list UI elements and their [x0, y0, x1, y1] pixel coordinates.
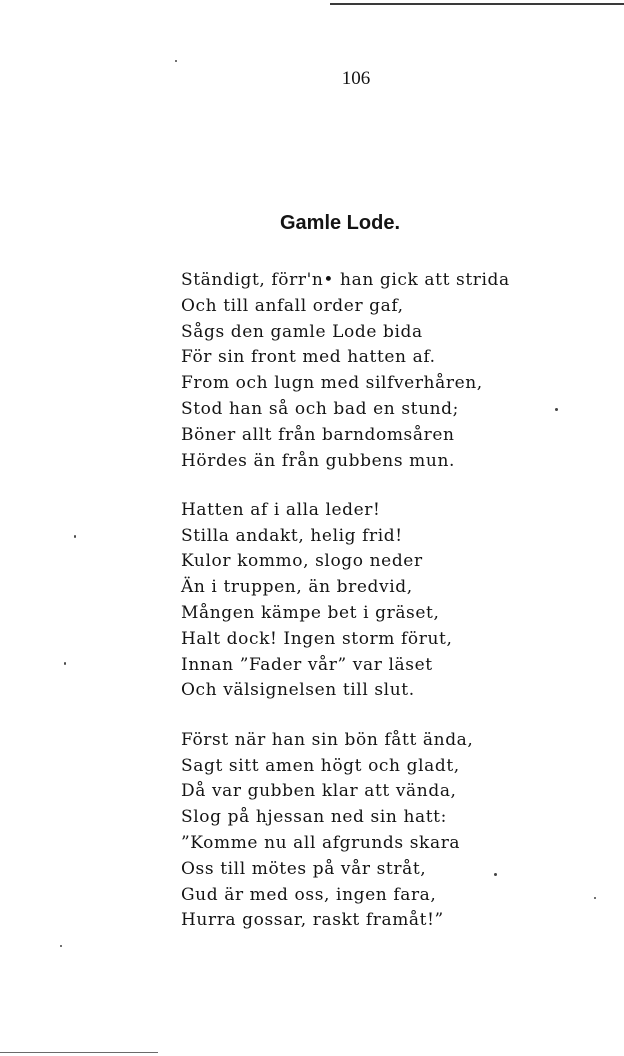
- verse-line: Sågs den gamle Lode bida: [181, 321, 423, 342]
- scan-speck: [594, 897, 596, 899]
- verse-line: Först när han sin bön fått ända,: [181, 729, 474, 750]
- verse-line: Gud är med oss, ingen fara,: [181, 884, 437, 905]
- scan-speck: [175, 60, 177, 62]
- poem-title: Gamle Lode.: [279, 212, 401, 234]
- verse-line: Stod han så och bad en stund;: [181, 398, 459, 419]
- verse-line: Hurra gossar, raskt framåt!”: [181, 910, 444, 931]
- scan-speck: [74, 535, 76, 538]
- verse-line: Slog på hjessan ned sin hatt:: [181, 807, 447, 828]
- verse-line: För sin front med hatten af.: [181, 347, 436, 368]
- verse-line: ”Komme nu all afgrunds skara: [181, 832, 461, 853]
- verse-line: Än i truppen, än bredvid,: [181, 577, 413, 598]
- stanza-3: [181, 728, 510, 934]
- verse-line: Stilla andakt, helig frid!: [181, 525, 403, 546]
- scan-speck: [64, 662, 66, 665]
- verse-line: Då var gubben klar att vända,: [181, 781, 457, 802]
- verse-line: From och lugn med silfverhåren,: [181, 373, 483, 394]
- top-border-rule: [330, 3, 624, 5]
- poem-body: [181, 268, 510, 958]
- verse-line: Innan ”Fader vår” var läset: [181, 654, 433, 675]
- verse-line: Ständigt, förr'n• han gick att strida: [181, 270, 510, 290]
- verse-line: Halt dock! Ingen storm förut,: [181, 628, 453, 649]
- verse-line: Och välsignelsen till slut.: [181, 680, 415, 701]
- bottom-border-rule: [0, 1052, 158, 1053]
- verse-line: Hatten af i alla leder!: [181, 499, 381, 520]
- scan-speck: [60, 945, 62, 947]
- stanza-2: [181, 498, 510, 704]
- verse-line: Kulor kommo, slogo neder: [181, 551, 423, 572]
- verse-line: Oss till mötes på vår stråt,: [181, 858, 427, 879]
- verse-line: Sagt sitt amen högt och gladt,: [181, 755, 460, 776]
- scan-speck: [494, 873, 497, 876]
- verse-line: Mången kämpe bet i gräset,: [181, 603, 440, 624]
- page-number: 106: [341, 68, 371, 89]
- scan-speck: [555, 408, 558, 411]
- stanza-1: [181, 268, 510, 474]
- verse-line: Hördes än från gubbens mun.: [181, 450, 456, 471]
- verse-line: Böner allt från barndomsåren: [181, 424, 455, 445]
- verse-line: Och till anfall order gaf,: [181, 295, 404, 316]
